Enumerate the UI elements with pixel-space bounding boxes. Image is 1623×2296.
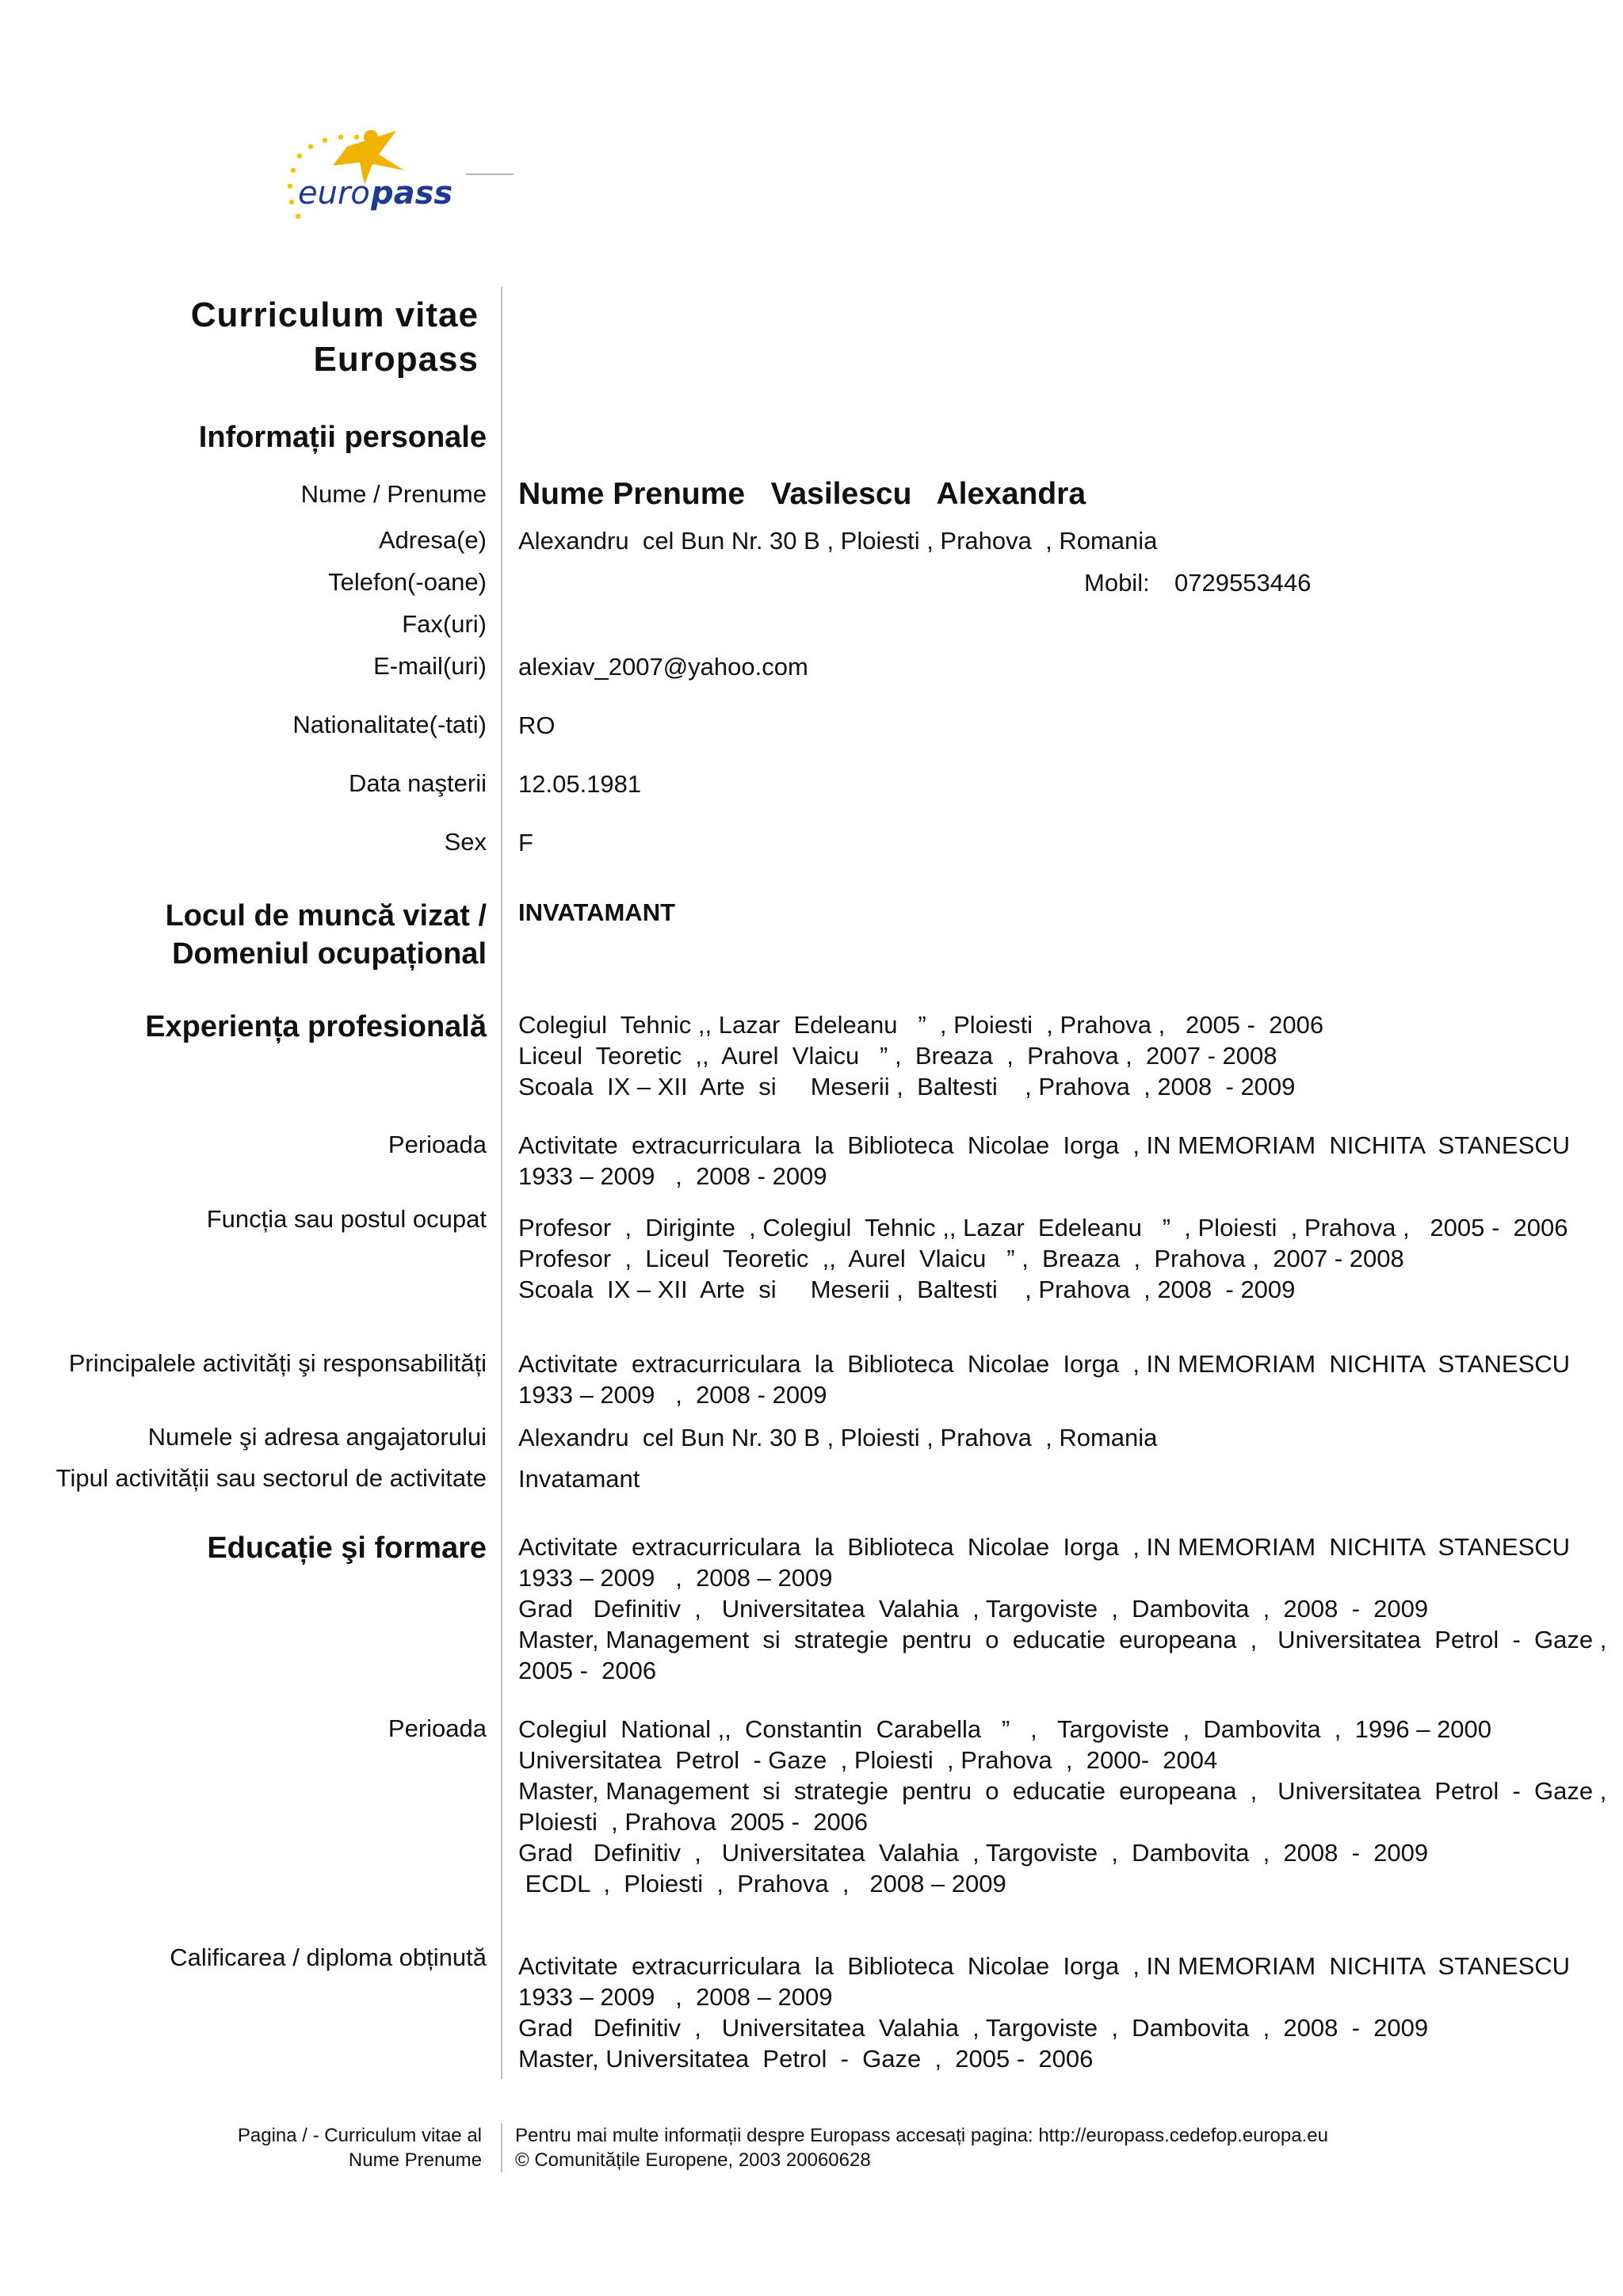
experience-period-line: 1933 – 2009 , 2008 - 2009 xyxy=(518,1162,827,1190)
footer-page-line: Pagina / - Curriculum vitae al xyxy=(237,2125,482,2146)
logo-euro-text: euro xyxy=(298,175,370,212)
vertical-divider xyxy=(501,287,502,2079)
footer-page-info xyxy=(238,2123,482,2172)
email-label: E-mail(uri) xyxy=(373,652,487,680)
logo-pass-text: pass xyxy=(371,175,453,212)
address-value: Alexandru cel Bun Nr. 30 B , Ploiesti , Prahova , Romania xyxy=(518,527,1158,555)
education-period-line: Colegiul National ,, Constantin Carabella ” , Targoviste , Dambovita , 1996 – 2000 xyxy=(518,1715,1492,1743)
footer-name-line: Nume Prenume xyxy=(348,2149,482,2171)
sex-label: Sex xyxy=(444,828,487,856)
activities-line: 1933 – 2009 , 2008 - 2009 xyxy=(518,1381,827,1409)
europass-logo xyxy=(277,115,515,226)
education-period-line: Grad Definitiv , Universitatea Valahia , Targoviste , Dambovita , 2008 - 2009 xyxy=(518,1839,1429,1867)
cv-title-line2: Europass xyxy=(313,340,479,379)
experience-period-line: Activitate extracurriculara la Biblioteca Nicolae Iorga , IN MEMORIAM NICHITA STANESCU xyxy=(518,1131,1571,1159)
mobile-label: Mobil: xyxy=(1084,569,1150,597)
cv-title-line1: Curriculum vitae xyxy=(190,296,479,334)
job-heading-line1: Locul de muncă vizat / xyxy=(165,899,487,933)
footer-link-line: Pentru mai multe informații despre Europass accesați pagina: http://europass.cedefop.europa.eu xyxy=(515,2125,1328,2146)
qualification-label: Calificarea / diploma obținută xyxy=(170,1943,487,1971)
education-period-line: Universitatea Petrol - Gaze , Ploiesti , Prahova , 2000- 2004 xyxy=(518,1746,1218,1774)
education-period-line: Master, Management si strategie pentru o educatie europeana , Universitatea Petrol - Gaze , xyxy=(518,1777,1607,1805)
qualification-line: Master, Universitatea Petrol - Gaze , 2005 - 2006 xyxy=(518,2045,1094,2073)
education-intro-line: Master, Management si strategie pentru o educatie europeana , Universitatea Petrol - Gaze , xyxy=(518,1626,1607,1653)
position-line: Profesor , Diriginte , Colegiul Tehnic ,, Lazar Edeleanu ” , Ploiesti , Prahova , 2005 - 2006 xyxy=(518,1214,1568,1241)
fax-label: Fax(uri) xyxy=(402,610,487,638)
qualification-line: Activitate extracurriculara la Biblioteca Nicolae Iorga , IN MEMORIAM NICHITA STANESCU xyxy=(518,1952,1571,1980)
footer-divider xyxy=(501,2123,502,2172)
education-period-label: Perioada xyxy=(388,1714,487,1742)
sector-value: Invatamant xyxy=(518,1465,640,1493)
name-label: Nume / Prenume xyxy=(300,480,487,508)
footer-copyright-line: © Comunitățile Europene, 2003 20060628 xyxy=(515,2149,871,2171)
phone-label: Telefon(-oane) xyxy=(328,568,487,596)
position-line: Scoala IX – XII Arte si Meserii , Baltesti , Prahova , 2008 - 2009 xyxy=(518,1276,1296,1303)
sector-label: Tipul activității sau sectorul de activitate xyxy=(55,1464,487,1492)
nationality-value: RO xyxy=(518,711,556,739)
nationality-label: Nationalitate(-tati) xyxy=(292,711,487,738)
position-label: Funcția sau postul ocupat xyxy=(206,1205,487,1233)
name-value: Nume Prenume Vasilescu Alexandra xyxy=(518,477,1086,511)
activities-line: Activitate extracurriculara la Biblioteca Nicolae Iorga , IN MEMORIAM NICHITA STANESCU xyxy=(518,1350,1571,1378)
position-line: Profesor , Liceul Teoretic ,, Aurel Vlaicu ” , Breaza , Prahova , 2007 - 2008 xyxy=(518,1245,1404,1272)
education-period-line: ECDL , Ploiesti , Prahova , 2008 – 2009 xyxy=(518,1870,1006,1897)
education-heading: Educație şi formare xyxy=(207,1531,487,1565)
experience-intro-line: Liceul Teoretic ,, Aurel Vlaicu ” , Breaza , Prahova , 2007 - 2008 xyxy=(518,1042,1277,1070)
education-intro-line: Activitate extracurriculara la Biblioteca Nicolae Iorga , IN MEMORIAM NICHITA STANESCU xyxy=(518,1533,1571,1561)
job-value: INVATAMANT xyxy=(518,898,676,926)
education-period-line: Ploiesti , Prahova 2005 - 2006 xyxy=(518,1808,869,1836)
qualification-line: 1933 – 2009 , 2008 – 2009 xyxy=(518,1983,833,2011)
email-value: alexiav_2007@yahoo.com xyxy=(518,653,808,681)
education-intro-line: Grad Definitiv , Universitatea Valahia , Targoviste , Dambovita , 2008 - 2009 xyxy=(518,1595,1429,1623)
experience-period-label: Perioada xyxy=(388,1131,487,1158)
footer-info xyxy=(515,2123,1328,2172)
experience-heading: Experiența profesională xyxy=(145,1010,487,1043)
sex-value: F xyxy=(518,829,533,856)
qualification-line: Grad Definitiv , Universitatea Valahia , Targoviste , Dambovita , 2008 - 2009 xyxy=(518,2014,1429,2042)
education-intro-line: 2005 - 2006 xyxy=(518,1657,657,1684)
birth-date-label: Data naşterii xyxy=(348,769,487,797)
experience-intro-line: Scoala IX – XII Arte si Meserii , Baltesti , Prahova , 2008 - 2009 xyxy=(518,1073,1296,1100)
experience-intro-line: Colegiul Tehnic ,, Lazar Edeleanu ” , Ploiesti , Prahova , 2005 - 2006 xyxy=(518,1011,1324,1039)
job-heading-line2: Domeniul ocupațional xyxy=(172,937,487,971)
activities-label: Principalele activități şi responsabilități xyxy=(68,1349,487,1377)
employer-value: Alexandru cel Bun Nr. 30 B , Ploiesti , Prahova , Romania xyxy=(518,1424,1158,1451)
birth-date-value: 12.05.1981 xyxy=(518,770,642,798)
mobile-value: 0729553446 xyxy=(1174,569,1312,597)
europass-star-figure-icon xyxy=(277,115,515,226)
address-label: Adresa(e) xyxy=(378,526,487,554)
personal-info-heading: Informații personale xyxy=(198,421,487,454)
employer-label: Numele şi adresa angajatorului xyxy=(147,1423,487,1451)
education-intro-line: 1933 – 2009 , 2008 – 2009 xyxy=(518,1564,833,1592)
